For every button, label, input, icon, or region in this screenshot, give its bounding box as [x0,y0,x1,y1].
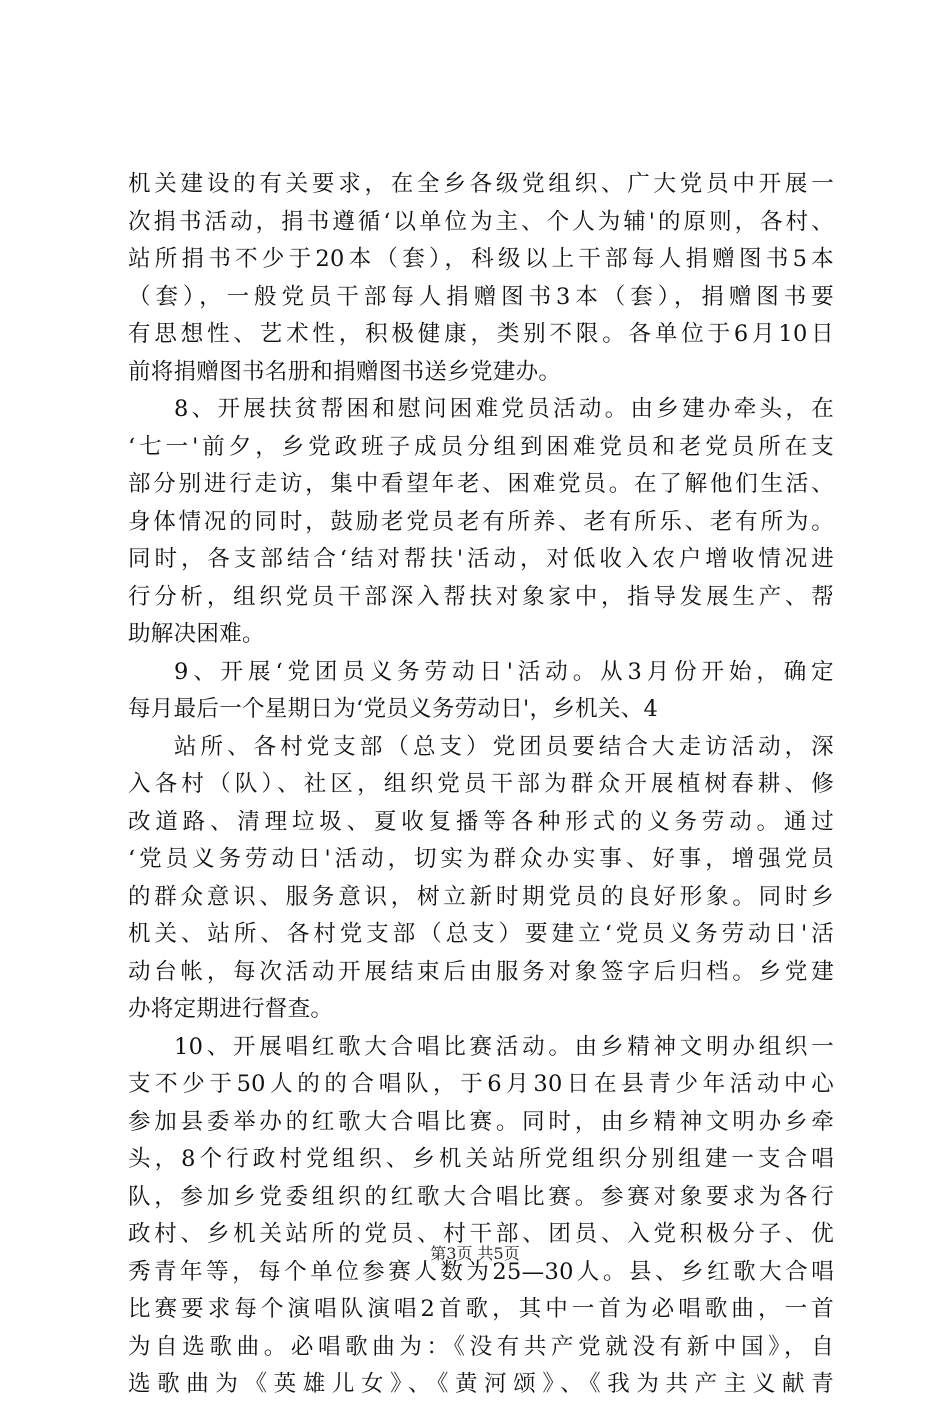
text-line: 的群众意识、服务意识，树立新时期党员的良好形象。同时乡 [128,883,834,910]
text-line: 头，8个行政村党组织、乡机关站所党组织分别组建一支合唱 [128,1146,834,1172]
text-line: （套），一般党员干部每人捐赠图书3本（套），捐赠图书要 [128,283,834,310]
text-line: 支不少于50人的的合唱队，于6月30日在县青少年活动中心 [128,1071,834,1097]
text-line: 行分析，组织党员干部深入帮扶对象家中，指导发展生产、帮 [128,583,834,610]
text-line: 8、开展扶贫帮困和慰问困难党员活动。由乡建办牵头，在 [174,396,834,422]
page-footer: 第3页 共5页 [430,1244,520,1263]
text-line: 身体情况的同时，鼓励老党员老有所养、老有所乐、老有所为。 [128,508,834,535]
text-line: 每月最后一个星期日为‘党员义务劳动日'，乡机关、4 [128,696,659,722]
text-line: 队，参加乡党委组织的红歌大合唱比赛。参赛对象要求为各行 [128,1183,834,1210]
text-line: 有思想性、艺术性，积极健康，类别不限。各单位于6月10日 [128,321,834,347]
text-line: 入各村（队）、社区，组织党员干部为群众开展植树春耕、修 [128,771,834,797]
text-line: 助解决困难。 [128,621,265,647]
text-line: 部分别进行走访，集中看望年老、困难党员。在了解他们生活、 [128,471,834,497]
text-line: 秀青年等，每个单位参赛人数为25—30人。县、乡红歌大合唱 [128,1258,834,1285]
text-line: 选歌曲为《英雄儿女》、《黄河颂》、《我为共产主义献青 [128,1371,834,1397]
text-line: 政村、乡机关站所的党员、村干部、团员、入党积极分子、优 [128,1221,834,1247]
text-line: 机关、站所、各村党支部（总支）要建立‘党员义务劳动日'活 [128,921,834,947]
text-line: 站所、各村党支部（总支）党团员要结合大走访活动，深 [174,733,834,760]
text-line: 同时，各支部结合‘结对帮扶'活动，对低收入农户增收情况进 [128,546,834,572]
text-line: 机关建设的有关要求，在全乡各级党组织、广大党员中开展一 [128,171,834,197]
text-line: 站所捐书不少于20本（套），科级以上干部每人捐赠图书5本 [128,246,834,272]
text-line: ‘七一'前夕，乡党政班子成员分组到困难党员和老党员所在支 [128,433,834,460]
text-line: 9、开展‘党团员义务劳动日'活动。从3月份开始，确定 [174,658,834,685]
text-line: 次捐书活动，捐书遵循‘以单位为主、个人为辅'的原则，各村、 [128,208,834,235]
text-line: 比赛要求每个演唱队演唱2首歌，其中一首为必唱歌曲，一首 [128,1296,834,1322]
text-line: 参加县委举办的红歌大合唱比赛。同时，由乡精神文明办乡牵 [128,1108,834,1135]
text-line: 办将定期进行督查。 [128,996,334,1022]
text-line: ‘党员义务劳动日'活动，切实为群众办实事、好事，增强党员 [128,846,834,872]
text-line: 10、开展唱红歌大合唱比赛活动。由乡精神文明办组织一 [174,1033,834,1060]
text-line: 动台帐，每次活动开展结束后由服务对象签字后归档。乡党建 [128,958,834,985]
text-line: 改道路、清理垃圾、夏收复播等各种形式的义务劳动。通过 [128,808,834,835]
text-line: 为自选歌曲。必唱歌曲为：《没有共产党就没有新中国》，自 [128,1333,834,1360]
document-body [128,166,834,1404]
text-line: 前将捐赠图书名册和捐赠图书送乡党建办。 [128,358,562,385]
